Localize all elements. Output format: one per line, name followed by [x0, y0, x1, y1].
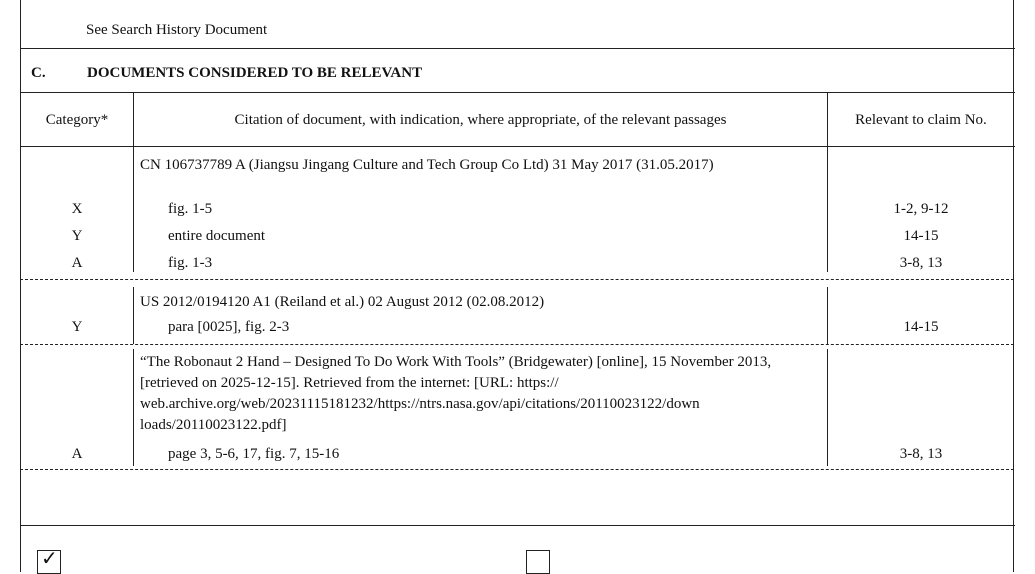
column-divider	[133, 287, 134, 344]
dashed-separator	[20, 279, 1014, 280]
relevant-claims: 3-8, 13	[899, 255, 943, 271]
relevant-claims: 14-15	[903, 319, 939, 335]
search-report-frame	[20, 0, 1014, 572]
relevant-claims-header: Relevant to claim No.	[855, 112, 987, 128]
relevant-claims: 1-2, 9-12	[893, 201, 949, 217]
citation-header: Citation of document, with indication, where appropriate, of the relevant passages	[234, 112, 727, 128]
category-code: A	[71, 255, 83, 271]
relevant-passage: page 3, 5-6, 17, fig. 7, 15-16	[168, 446, 340, 462]
relevant-claims: 3-8, 13	[899, 446, 943, 462]
category-code: A	[71, 446, 83, 462]
category-code: Y	[71, 228, 83, 244]
relevant-passage: fig. 1-5	[168, 201, 213, 217]
relevant-passage: entire document	[168, 228, 266, 244]
dashed-separator	[20, 344, 1014, 345]
checkmark-icon: ✓	[41, 548, 58, 570]
divider	[21, 525, 1015, 526]
document-citation: US 2012/0194120 A1 (Reiland et al.) 02 August 2012 (02.08.2012)	[140, 294, 545, 310]
column-divider	[133, 146, 134, 272]
relevant-claims: 14-15	[903, 228, 939, 244]
relevant-passage: fig. 1-3	[168, 255, 213, 271]
document-citation: CN 106737789 A (Jiangsu Jingang Culture and Tech Group Co Ltd) 31 May 2017 (31.05.2017)	[140, 157, 714, 173]
category-code: Y	[71, 319, 83, 335]
column-divider	[133, 349, 134, 466]
search-history-note: See Search History Document	[86, 22, 268, 38]
patent-family-checkbox[interactable]	[526, 550, 550, 574]
section-letter: C.	[31, 65, 46, 81]
divider	[21, 48, 1015, 49]
dashed-separator	[20, 469, 1014, 470]
category-header: Category*	[45, 112, 109, 128]
divider	[21, 146, 1015, 147]
section-title: DOCUMENTS CONSIDERED TO BE RELEVANT	[87, 65, 423, 81]
further-documents-checkbox[interactable]	[37, 550, 61, 574]
relevant-passage: para [0025], fig. 2-3	[168, 319, 290, 335]
divider	[21, 92, 1015, 93]
document-citation: “The Robonaut 2 Hand – Designed To Do Work With Tools” (Bridgewater) [online], 15 November 2013, [retrieved on 2025-12-15]. Retrieved from the internet: [URL: https:// web.archive.org/web/20231115181232/https://ntrs.nasa.gov/api/citations/20110023122/down loads/20110023122.pdf]	[140, 354, 772, 433]
category-code: X	[71, 201, 83, 217]
